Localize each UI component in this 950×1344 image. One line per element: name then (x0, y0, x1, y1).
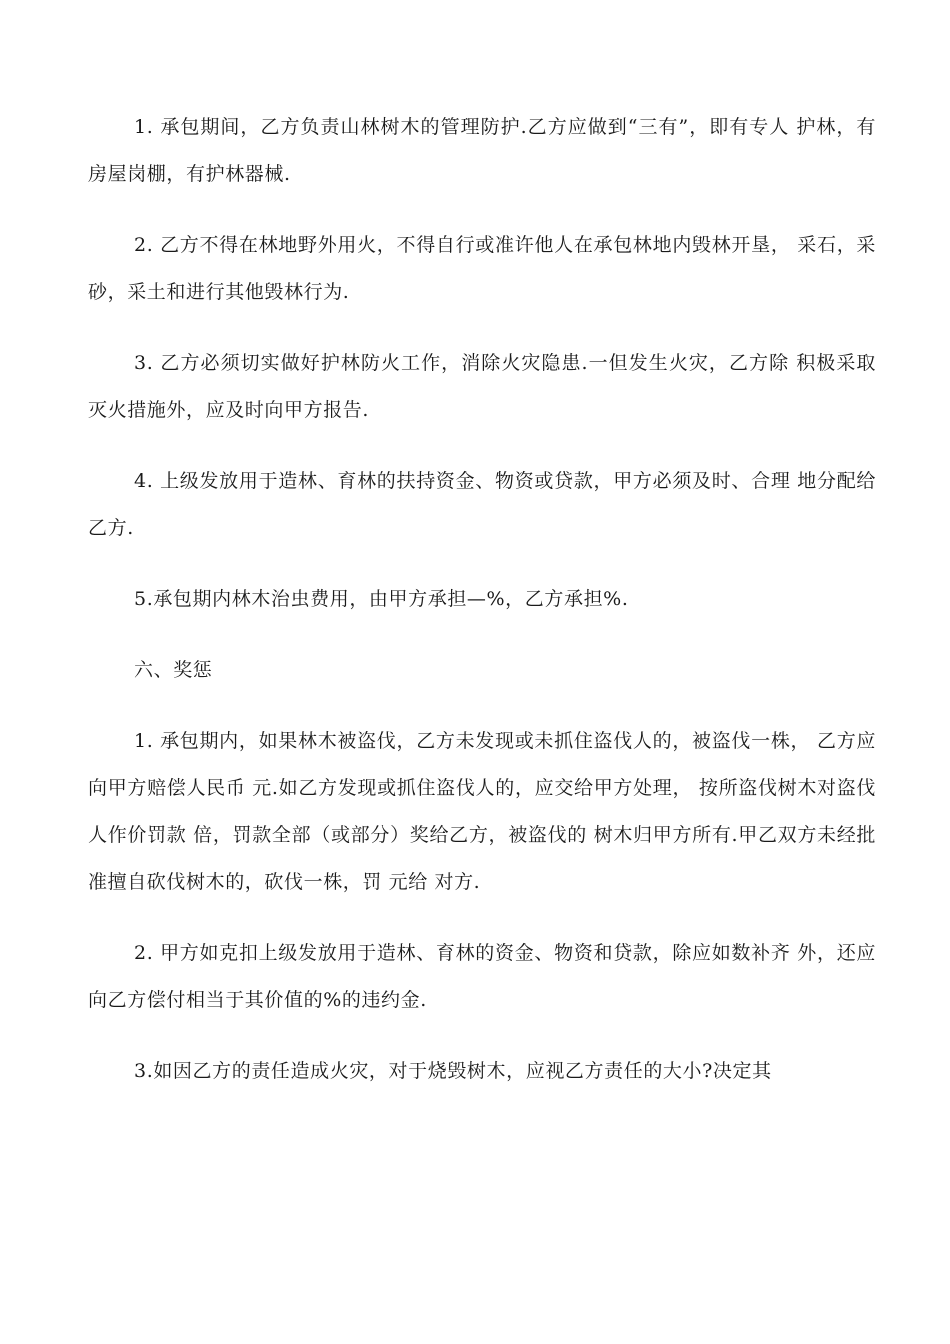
clause-paragraph-4: 4. 上级发放用于造林、育林的扶持资金、物资或贷款，甲方必须及时、合理 地分配给乙方. (88, 470, 876, 539)
clause-paragraph-5: 5.承包期内林木治虫费用，由甲方承担—%，乙方承担%. (134, 588, 629, 610)
clause-paragraph-1: 1. 承包期间，乙方负责山林树木的管理防护.乙方应做到“三有”，即有专人 护林，有房屋岗棚，有护林器械. (88, 116, 876, 185)
clause-paragraph-3: 3. 乙方必须切实做好护林防火工作，消除火灾隐患.一但发生火灾，乙方除 积极采取灭火措施外，应及时向甲方报告. (88, 352, 876, 421)
penalty-paragraph-3: 3.如因乙方的责任造成火灾，对于烧毁树木，应视乙方责任的大小?决定其 (134, 1060, 772, 1082)
penalty-paragraph-1: 1. 承包期内，如果林木被盗伐，乙方未发现或未抓住盗伐人的，被盗伐一株， 乙方应向甲方赔偿人民币 元.如乙方发现或抓住盗伐人的，应交给甲方处理， 按所盗伐树木对盗伐人作价罚款 倍，罚款全部（或部分）奖给乙方，被盗伐的 树木归甲方所有.甲乙双方未经批准擅自砍伐树木的，砍伐一株，罚 元给 对方. (88, 730, 876, 893)
clause-paragraph-2: 2. 乙方不得在林地野外用火，不得自行或准许他人在承包林地内毁林开垦， 采石，采砂，采土和进行其他毁林行为. (88, 234, 876, 303)
penalty-paragraph-2: 2. 甲方如克扣上级发放用于造林、育林的资金、物资和贷款，除应如数补齐 外，还应向乙方偿付相当于其价值的%的违约金. (88, 942, 876, 1011)
section-heading-rewards-penalties: 六、奖惩 (134, 659, 213, 681)
document-body (88, 104, 876, 1119)
